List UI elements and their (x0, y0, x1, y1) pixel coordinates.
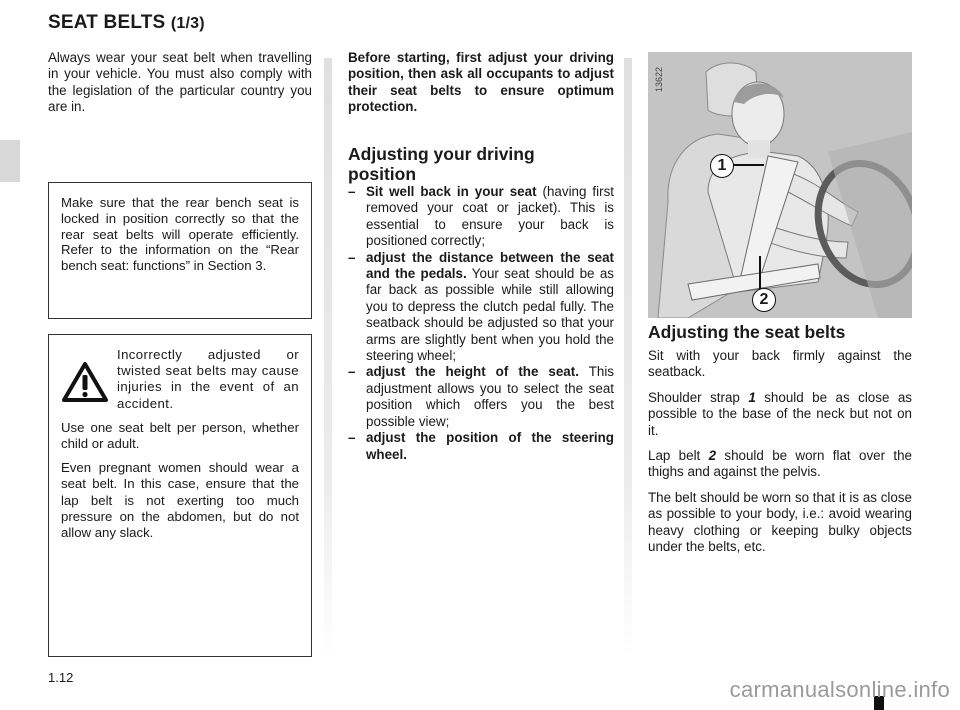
warning-text-1: Incorrectly adjusted or twisted seat belts may cause injuries in the event of an accident. (117, 347, 299, 411)
driving-position-heading-line1: Adjusting your driving (348, 144, 535, 164)
driving-position-heading (348, 144, 614, 184)
image-id-text: 13622 (654, 66, 664, 92)
list-dash: – (348, 430, 356, 446)
list-item (348, 364, 614, 430)
list-item (348, 430, 614, 463)
col3-text-2 (648, 390, 912, 439)
list-item-bold: Sit well back in your seat (366, 184, 537, 199)
col3-text-2-pre: Shoulder strap (648, 390, 749, 405)
driver-figure-drawing (648, 52, 912, 318)
watermark-text: carmanualsonline.info (729, 677, 950, 702)
list-item (348, 250, 614, 365)
page-number: 1.12 (48, 670, 74, 685)
note-box-text: Make sure that the rear bench seat is locked in position correctly so that the rear seat belts will operate efficiently. Refer to the information on the “Rear bench seat: functions” in Section 3. (61, 195, 299, 274)
col1-intro: Always wear your seat belt when travelling in your vehicle. You must also comply with the legislation of the particular country you are in. (48, 50, 312, 115)
list-dash: – (348, 249, 356, 265)
driving-position-heading-line2: position (348, 164, 417, 184)
warning-text-2: Use one seat belt per person, whether child or adult. (61, 419, 299, 452)
lap-belt-ref: 2 (708, 448, 717, 463)
col3-text-3-pre: Lap belt (648, 448, 709, 463)
section-tab-marker (0, 140, 20, 182)
list-item-text: This adjustment allows you to select the seat position which offers you the best possible view; (366, 364, 614, 429)
list-item-bold: adjust the distance between the seat and the pedals. (366, 249, 614, 282)
col2-intro: Before starting, first adjust your driving position, then ask all occupants to adjust their seat belts to ensure optimum protection. (348, 50, 614, 115)
list-dash: – (348, 364, 356, 380)
page-title-suffix: (1/3) (170, 15, 205, 32)
note-box (48, 182, 312, 319)
list-item-bold: adjust the position of the steering wheel. (366, 430, 614, 462)
col3-text-3-post: should be worn flat over the thighs and against the pelvis. (648, 448, 912, 480)
column-divider-2 (624, 58, 632, 658)
seat-belts-heading: Adjusting the seat belts (648, 322, 846, 342)
list-dash: – (348, 184, 356, 199)
callout-2: 2 (752, 288, 776, 312)
seat-belt-illustration (648, 52, 912, 318)
list-item-bold: adjust the height of the seat. (366, 364, 579, 380)
list-item-text: Your seat should be as far back as possible while still allowing you to depress the clutch pedal fully. The seatback should be adjusted so that your arms are slightly bent when you hold the steering wheel; (366, 266, 614, 364)
shoulder-strap-ref: 1 (748, 390, 756, 405)
list-item-text: (having first removed your coat or jacket). This is essential to ensure your back is positioned correctly; (366, 184, 614, 249)
warning-box (48, 334, 312, 657)
callout-1: 1 (710, 154, 734, 178)
col3-text-2-post: should be as close as possible to the base of the neck but not on it. (648, 390, 912, 438)
driving-position-list (348, 184, 614, 463)
warning-text-3: Even pregnant women should wear a seat belt. In this case, ensure that the lap belt is not exerting too much pressure on the abdomen, but do not allow any slack. (61, 460, 299, 541)
col3-text-4: The belt should be worn so that it is as close as possible to your body, i.e.: avoid wearing heavy clothing or keeping bulky objects under the belts, etc. (648, 490, 912, 555)
column-divider-1 (324, 58, 332, 658)
list-item (348, 184, 614, 250)
col3-text-3 (648, 448, 912, 481)
col3-text-1: Sit with your back firmly against the seatback. (648, 348, 912, 380)
page-title (48, 12, 205, 34)
warning-triangle-icon (61, 347, 115, 412)
page-title-text: SEAT BELTS (48, 12, 166, 33)
warning-header (61, 347, 299, 412)
